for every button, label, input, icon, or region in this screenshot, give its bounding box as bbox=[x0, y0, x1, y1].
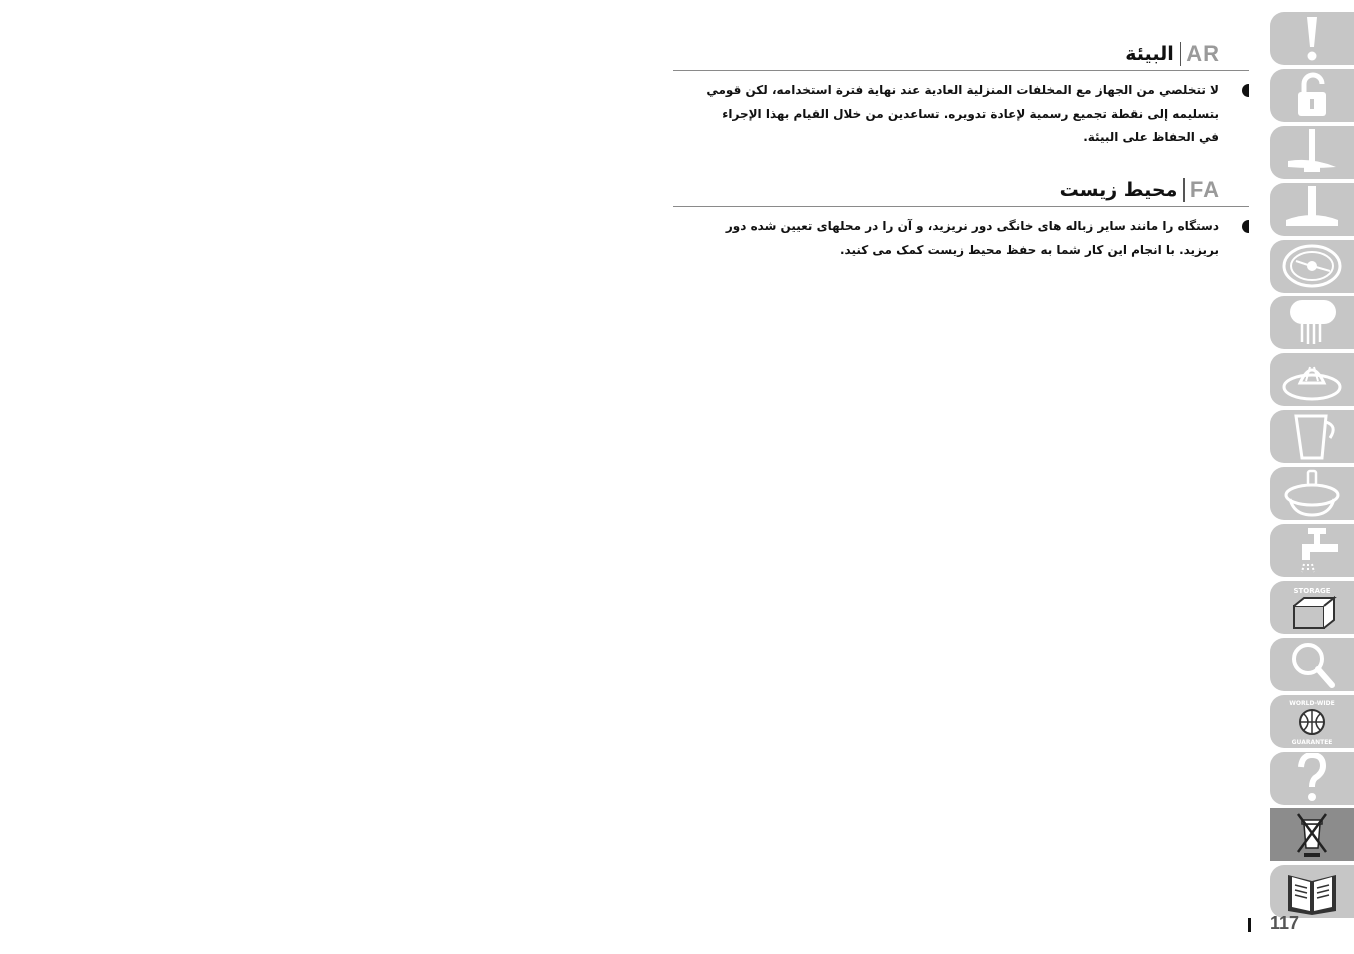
sidebar-tabs bbox=[1270, 12, 1354, 922]
tab-jug[interactable] bbox=[1270, 410, 1354, 463]
tab-environment[interactable] bbox=[1270, 808, 1354, 861]
language-code-ar: AR bbox=[1186, 41, 1220, 66]
disc-icon bbox=[1280, 241, 1344, 291]
tab-guarantee[interactable] bbox=[1270, 695, 1354, 748]
tab-warnings[interactable] bbox=[1270, 12, 1354, 65]
page-marker bbox=[1248, 918, 1251, 932]
tab-help[interactable] bbox=[1270, 752, 1354, 805]
section-header-fa bbox=[673, 170, 1249, 207]
page-number: 117 bbox=[1270, 913, 1300, 933]
tab-blade[interactable] bbox=[1270, 126, 1354, 179]
title-divider bbox=[1180, 42, 1182, 66]
citrus-press-icon bbox=[1280, 355, 1344, 405]
paragraph-ar: لا تتخلصي من الجهاز مع المخلفات المنزلية العادية عند نهاية فترة استخدامه، لكن قومي بتسليمه إلى نقطة تجميع رسمية لإعادة تدويره. تساعدين من خلال القيام بهذا الإجراء في الحفاظ على البيئة. bbox=[706, 83, 1219, 144]
section-title-ar: البيئة bbox=[1125, 43, 1174, 65]
section-fa bbox=[673, 170, 1249, 262]
bullet-item bbox=[673, 79, 1249, 150]
bullet-icon bbox=[1242, 84, 1249, 97]
guarantee-bottom-label: GUARANTEE bbox=[1291, 739, 1333, 747]
jug-icon bbox=[1280, 412, 1344, 462]
tab-manual[interactable] bbox=[1270, 865, 1354, 918]
padlock-icon bbox=[1280, 70, 1344, 120]
tab-safety[interactable] bbox=[1270, 69, 1354, 122]
tab-disc[interactable] bbox=[1270, 240, 1354, 293]
crossed-bin-icon bbox=[1280, 810, 1344, 860]
whisk-icon bbox=[1280, 298, 1344, 348]
tab-cleaning[interactable] bbox=[1270, 524, 1354, 577]
tap-icon bbox=[1280, 526, 1344, 576]
manual-book-icon bbox=[1280, 867, 1344, 917]
tab-mini-chopper[interactable] bbox=[1270, 467, 1354, 520]
question-icon bbox=[1280, 753, 1344, 803]
magnifier-icon bbox=[1280, 639, 1344, 689]
globe-icon bbox=[1280, 696, 1344, 746]
storage-box-icon bbox=[1280, 582, 1344, 632]
section-header-ar bbox=[673, 34, 1249, 71]
dough-blade-icon bbox=[1280, 184, 1344, 234]
language-code-fa: FA bbox=[1189, 177, 1220, 202]
tab-dough-blade[interactable] bbox=[1270, 183, 1354, 236]
tab-citrus-press[interactable] bbox=[1270, 353, 1354, 406]
bullet-icon bbox=[1242, 220, 1249, 233]
tab-whisk[interactable] bbox=[1270, 296, 1354, 349]
section-title-fa: محيط زيست bbox=[1059, 179, 1178, 201]
mini-chopper-icon bbox=[1280, 469, 1344, 519]
blade-icon bbox=[1280, 127, 1344, 177]
section-ar bbox=[673, 34, 1249, 150]
guarantee-top-label: WORLD-WIDE bbox=[1289, 700, 1335, 708]
tab-storage[interactable] bbox=[1270, 581, 1354, 634]
exclamation-icon bbox=[1280, 14, 1344, 64]
tab-troubleshooting[interactable] bbox=[1270, 638, 1354, 691]
storage-label: STORAGE bbox=[1293, 587, 1331, 596]
title-divider bbox=[1183, 178, 1185, 202]
bullet-item bbox=[673, 215, 1249, 262]
paragraph-fa: دستگاه را مانند سایر زباله های خانگی دور نریزید، و آن را در محلهای تعیین شده دور بریزید. با انجام این کار شما به حفظ محیط زیست کمک می کنید. bbox=[725, 219, 1219, 257]
